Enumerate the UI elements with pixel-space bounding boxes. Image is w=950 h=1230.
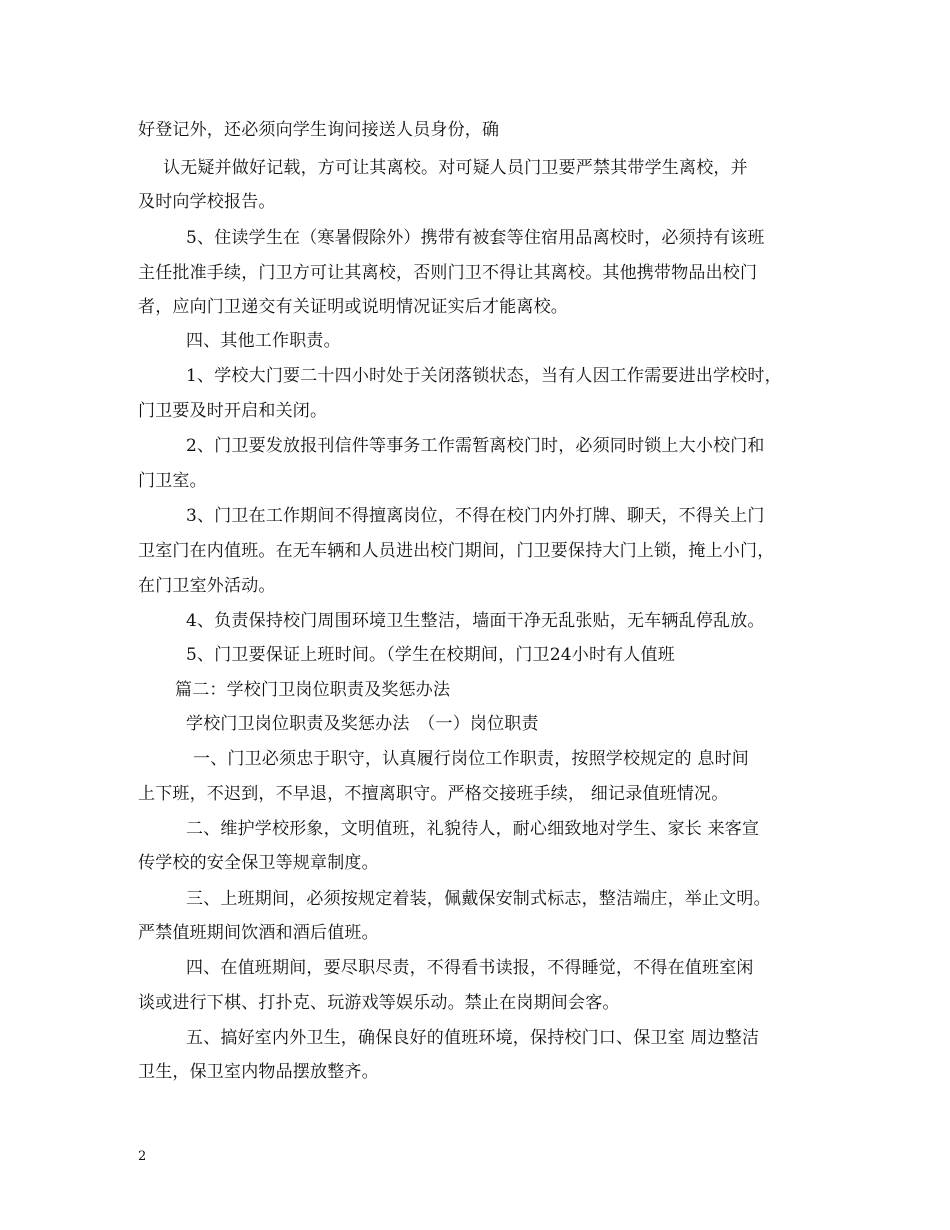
section-subheading: 学校门卫岗位职责及奖惩办法 （一）岗位职责 [186,714,539,734]
text-line-1: 好登记外，还必须向学生询问接送人员身份，确 [138,120,500,140]
text-line-15: 4、负责保持校门周围环境卫生整洁，墙面干净无乱张贴，无车辆乱停乱放。 [186,611,765,631]
text-line-9: 门卫要及时开启和关闭。 [138,401,328,421]
text-line-11: 门卫室。 [138,471,207,491]
text-line-2: 认无疑并做好记载，方可让其离校。对可疑人员门卫要严禁其带学生离校，并 [163,158,748,178]
text-line-13: 卫室门在内值班。在无车辆和人员进出校门期间，门卫要保持大门上锁，掩上小门， [138,541,775,561]
text-line-10: 2、门卫要发放报刊信件等事务工作需暂离校门时，必须同时锁上大小校门和 [186,436,765,456]
section-heading: 篇二：学校门卫岗位职责及奖惩办法 [175,680,451,700]
text-line-16: 5、门卫要保证上班时间。（学生在校期间，门卫24小时有人值班 [186,645,675,665]
text-line-28: 卫生，保卫室内物品摆放整齐。 [138,1062,379,1082]
text-line-5: 主任批准手续，门卫方可让其离校，否则门卫不得让其离校。其他携带物品出校门 [138,263,758,283]
text-line-21: 二、维护学校形象，文明值班，礼貌待人，耐心细致地对学生、家长 来客宣 [186,819,760,839]
text-line-20: 上下班，不迟到，不早退，不擅离职守。严格交接班手续， 细记录值班情况。 [138,784,729,804]
text-line-7: 四、其他工作职责。 [186,331,341,351]
text-line-27: 五、搞好室内外卫生，确保良好的值班环境，保持校门口、保卫室 周边整洁 [186,1028,760,1048]
text-line-8: 1、学校大门要二十四小时处于关闭落锁状态，当有人因工作需要进出学校时， [186,366,782,386]
text-line-23: 三、上班期间，必须按规定着装，佩戴保安制式标志，整洁端庄，举止文明。 [186,889,771,909]
text-line-22: 传学校的安全保卫等规章制度。 [138,853,379,873]
text-line-6: 者，应向门卫递交有关证明或说明情况证实后才能离校。 [138,297,568,317]
text-line-19: 一、门卫必须忠于职守，认真履行岗位工作职责，按照学校规定的 息时间 [193,749,750,769]
text-line-24: 严禁值班期间饮酒和酒后值班。 [138,923,379,943]
text-line-3: 及时向学校报告。 [138,192,276,212]
text-line-26: 谈或进行下棋、打扑克、玩游戏等娱乐动。禁止在岗期间会客。 [138,993,620,1013]
text-line-25: 四、在值班期间，要尽职尽责，不得看书读报，不得睡觉，不得在值班室闲 [186,958,754,978]
text-line-4: 5、住读学生在（寒暑假除外）携带有被套等住宿用品离校时，必须持有该班 [186,228,765,248]
text-line-14: 在门卫室外活动。 [138,576,276,596]
text-line-12: 3、门卫在工作期间不得擅离岗位，不得在校门内外打牌、聊天，不得关上门 [186,506,765,526]
page-number: 2 [138,1149,147,1164]
